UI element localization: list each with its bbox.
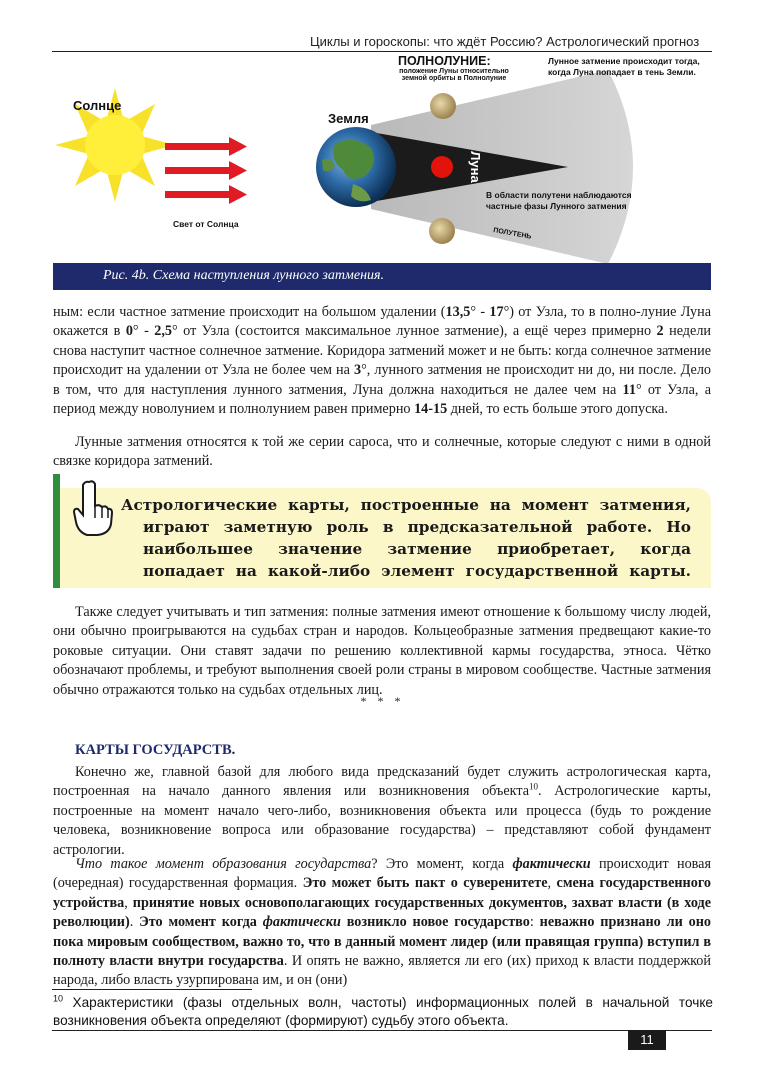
fullmoon-subtitle bbox=[395, 68, 513, 82]
footnote-ref: 10 bbox=[529, 781, 539, 792]
footnote-number: 10 bbox=[53, 993, 64, 1004]
section-separator: * * * bbox=[360, 694, 405, 708]
sunlight-arrows bbox=[165, 137, 247, 204]
earth-icon bbox=[316, 127, 396, 207]
pointing-hand-icon bbox=[69, 478, 115, 538]
sunlight-label: Свет от Солнца bbox=[173, 219, 239, 229]
earth-label: Земля bbox=[328, 111, 369, 126]
eclipse-note-line2: когда Луна попадает в тень Земли. bbox=[548, 67, 696, 77]
running-title: Циклы и гороскопы: что ждёт Россию? Астрологический прогноз bbox=[310, 34, 700, 49]
paragraph-4: Конечно же, главной базой для любого вида предсказаний будет служить астрологическая карта, построенная на начало данного явления или возникновения объекта$^{10}$. Астрологические карты, построенные на момент начало чего-либо, возникновения объекта или процесса (будь то рождение человека, возникновение вопроса или образование государства) – представляют собой фундамент астрологии. bbox=[53, 764, 711, 858]
paragraph-5: Что такое момент образования государства? Это момент, когда фактически происходит новая (очередная) государственная формация. Это может быть пакт о суверенитете, смена государственного устройства, принятие новых основополагающих государственных документов, захват власти (в ходе революции). Это момент когда фактически возникло новое государство: неважно признано ли оно пока мировым сообществом, важно то, что в данный момент лидер (или правящая группа) вступил в полноту власти внутри государства. И опять не важно, является ли его (их) приход к власти поддержкой народа, либо власть узурпирована им, и он (они) bbox=[53, 856, 712, 989]
sun-label: Солнце bbox=[73, 98, 122, 113]
footnote-text: Характеристики (фазы отдельных волн, частоты) информационных полей в начальной точке возникновения объекта определяют (формируют) судьбу этого объекта. bbox=[53, 995, 713, 1028]
penumbra-note bbox=[486, 190, 632, 212]
eclipse-note bbox=[548, 56, 700, 78]
paragraph-1: ным: если частное затмение происходит на большом удалении (13,5° - 17°) от Узла, то в полно-луние Луна окажется в 0° - 2,5° от Узла (состоится максимальное лунное затмение), а ещё через примерно 2 недели снова наступит частное солнечное затмение. Коридора затмений может и не быть: когда солнечное затмение происходит на удалении от Узла не более чем на 3°, лунного затмения не происходит ни до, ни после. Дело в том, что для наступления лунного затмения, Луна должна находиться не далее чем на 11° от Узла, а период между новолунием и полнолунием равен примерно 14-15 дней, то есть больше этого допуска. bbox=[53, 304, 711, 418]
paragraph-3: Также следует учитывать и тип затмения: полные затмения имеют отношение к большому числу людей, они обычно проигрываются на судьбах стран и народов. Кольцеобразные затмения предвещают какие-то роковые ситуации. Они ставят задачи по решению коллективной кармы государства, этноса. Чётко обозначают проблемы, и требуют выполнения своей роли страны в мировом сообществе. Частные затмения обычно отражаются только на судьбах отдельных лиц. bbox=[53, 604, 711, 698]
penumbra-note-line2: частные фазы Лунного затмения bbox=[486, 201, 627, 211]
fullmoon-title: ПОЛНОЛУНИЕ: bbox=[398, 54, 491, 68]
callout-box bbox=[53, 474, 711, 588]
callout-accent-bar bbox=[53, 474, 60, 588]
moon-bottom-icon bbox=[429, 218, 455, 244]
fullmoon-subtitle-line1: положение Луны относительно bbox=[399, 68, 509, 75]
fullmoon-subtitle-line2: земной орбиты в Полнолуние bbox=[401, 75, 507, 82]
callout-text bbox=[121, 494, 691, 582]
penumbra-label: ПОЛУТЕНЬ bbox=[492, 227, 532, 241]
section-title: КАРТЫ ГОСУДАРСТВ. bbox=[75, 742, 236, 758]
paragraph-2: Лунные затмения относятся к той же серии сароса, что и солнечные, которые следуют с ними в одной связке коридора затмений. bbox=[53, 434, 711, 470]
footer-rule bbox=[52, 1030, 712, 1031]
footnote bbox=[53, 994, 713, 1030]
eclipse-diagram bbox=[53, 52, 711, 290]
lunar-eclipse-figure bbox=[53, 52, 711, 290]
penumbra-note-line1: В области полутени наблюдаются bbox=[486, 190, 632, 200]
figure-caption: Рис. 4b. Схема наступления лунного затмения. bbox=[53, 263, 711, 290]
eclipse-note-line1: Лунное затмение происходит тогда, bbox=[548, 56, 700, 66]
moon-eclipse-marker bbox=[431, 156, 453, 178]
moon-label: Луна bbox=[468, 151, 483, 183]
page-number: 11 bbox=[628, 1030, 666, 1050]
callout-text-rest: играют заметную роль в предсказательной работе. Но наибольшее значение затмение приобретает, когда попадает на какой-либо элемент государственной карты. bbox=[143, 518, 691, 580]
callout-text-line1: Астрологические карты, построенные на момент затмения, bbox=[121, 496, 691, 514]
footnote-rule bbox=[52, 989, 252, 990]
moon-top-icon bbox=[430, 93, 456, 119]
